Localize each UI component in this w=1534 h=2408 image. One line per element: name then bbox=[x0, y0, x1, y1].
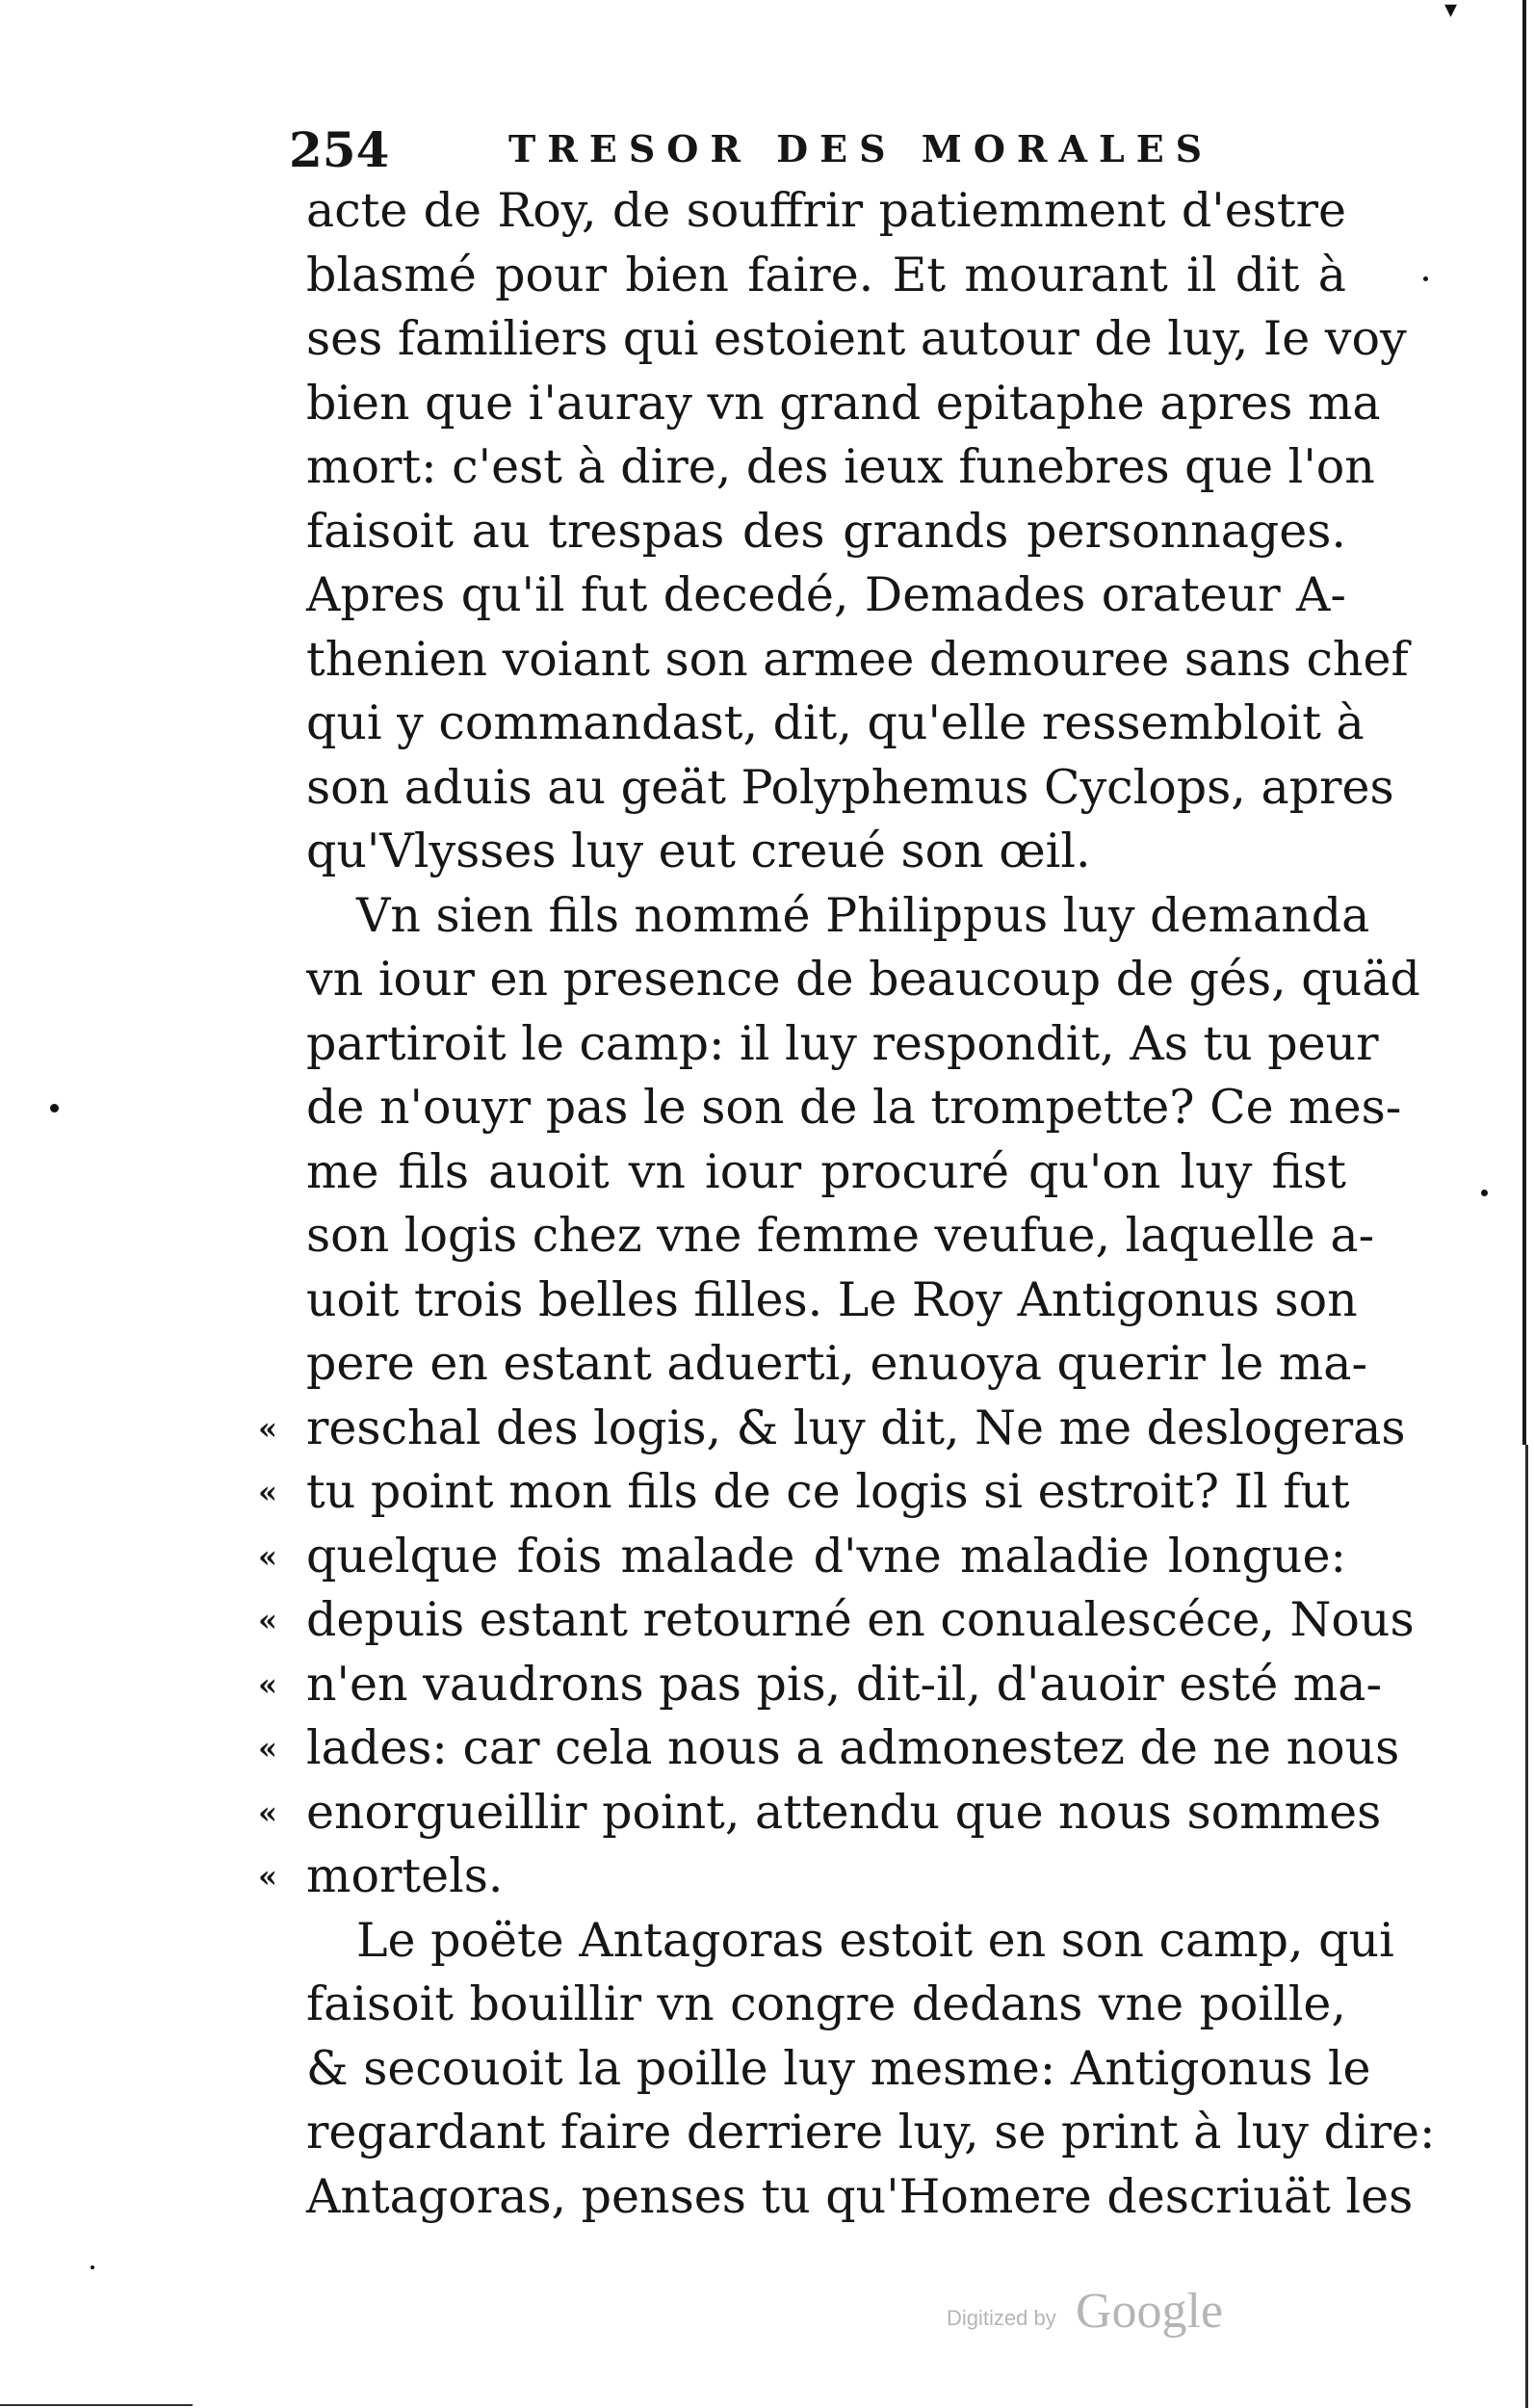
text-line: « mortels. bbox=[306, 1845, 1346, 1909]
text-line: Le poëte Antagoras estoit en son camp, qui bbox=[356, 1912, 1394, 1968]
corner-mark-icon: ▾ bbox=[1444, 0, 1458, 24]
page-edge-rule bbox=[1522, 0, 1526, 1445]
text-line: & secouoit la poille luy mesme: Antigonus le bbox=[306, 2040, 1371, 2096]
text-line: « enorgueillir point, attendu que nous sommes bbox=[306, 1781, 1346, 1845]
page-bottom-rule bbox=[0, 2404, 193, 2406]
quote-marker: « bbox=[258, 1730, 277, 1767]
text-line: qu'Vlysses luy eut creué son œil. bbox=[306, 824, 1091, 878]
text-line: son logis chez vne femme veufue, laquelle a- bbox=[306, 1208, 1375, 1263]
page-edge-rule-lower bbox=[1525, 1445, 1528, 2408]
text-line: « reschal des logis, & luy dit, Ne me deslogeras bbox=[306, 1397, 1346, 1461]
page-number: 254 bbox=[289, 121, 390, 178]
text-line: qui y commandast, dit, qu'elle ressembloit à bbox=[306, 695, 1365, 750]
google-logo: Google bbox=[1076, 2284, 1224, 2339]
text-line: « quelque fois malade d'vne maladie longue: bbox=[306, 1525, 1346, 1589]
text-line: uoit trois belles filles. Le Roy Antigonus son bbox=[306, 1271, 1358, 1327]
quote-marker: « bbox=[258, 1665, 277, 1703]
body-text bbox=[258, 179, 1436, 2229]
text-line: faisoit au trespas des grands personnages. bbox=[306, 503, 1346, 559]
text-line: acte de Roy, de souffrir patiemment d'estre bbox=[306, 183, 1346, 238]
quote-marker: « bbox=[258, 1793, 277, 1831]
text-line: vn iour en presence de beaucoup de gés, quäd bbox=[306, 952, 1420, 1007]
ink-speck bbox=[91, 2265, 94, 2269]
text-line: faisoit bouillir vn congre dedans vne poille, bbox=[306, 1976, 1346, 2031]
quote-marker: « bbox=[258, 1474, 277, 1510]
ink-speck bbox=[50, 1104, 59, 1112]
text-line: regardant faire derriere luy, se print à luy dire: bbox=[306, 2105, 1436, 2159]
quote-marker: « bbox=[258, 1537, 277, 1575]
text-line: Apres qu'il fut decedé, Demades orateur A- bbox=[306, 567, 1346, 622]
text-line: pere en estant aduerti, enuoya querir le ma- bbox=[306, 1336, 1368, 1391]
text-line: « n'en vaudrons pas pis, dit-il, d'auoir esté ma- bbox=[306, 1653, 1346, 1717]
text-line: thenien voiant son armee demouree sans chef bbox=[306, 631, 1409, 687]
text-line: Antagoras, penses tu qu'Homere descriuät les bbox=[306, 2168, 1414, 2224]
running-title: TRESOR DES MORALES bbox=[508, 127, 1214, 170]
digitized-by-label: Digitized by bbox=[947, 2306, 1056, 2330]
ink-speck bbox=[1423, 276, 1428, 281]
text-line: bien que i'auray vn grand epitaphe apres ma bbox=[306, 375, 1381, 431]
text-line: son aduis au geät Polyphemus Cyclops, apres bbox=[306, 759, 1394, 815]
ink-speck bbox=[1481, 1190, 1488, 1196]
text-line: blasmé pour bien faire. Et mourant il dit à bbox=[306, 247, 1346, 302]
text-line: « lades: car cela nous a admonestez de ne nous bbox=[306, 1716, 1346, 1781]
text-line: mort: c'est à dire, des ieux funebres que l'on bbox=[306, 439, 1375, 494]
quote-marker: « bbox=[258, 1409, 277, 1447]
text-line: me fils auoit vn iour procuré qu'on luy fist bbox=[306, 1143, 1346, 1199]
text-line: partiroit le camp: il luy respondit, As tu peur bbox=[306, 1015, 1379, 1071]
text-line: « depuis estant retourné en conualescéce, Nous bbox=[306, 1588, 1346, 1653]
text-line: Vn sien fils nommé Philippus luy demanda bbox=[356, 887, 1370, 943]
text-line: de n'ouyr pas le son de la trompette? Ce mes- bbox=[306, 1080, 1402, 1135]
quote-marker: « bbox=[258, 1858, 277, 1895]
page-header bbox=[289, 121, 1348, 179]
text-line: ses familiers qui estoient autour de luy, Ie voy bbox=[306, 311, 1407, 366]
quote-marker: « bbox=[258, 1602, 277, 1638]
text-line: « tu point mon fils de ce logis si estroit? Il fut bbox=[306, 1460, 1346, 1525]
